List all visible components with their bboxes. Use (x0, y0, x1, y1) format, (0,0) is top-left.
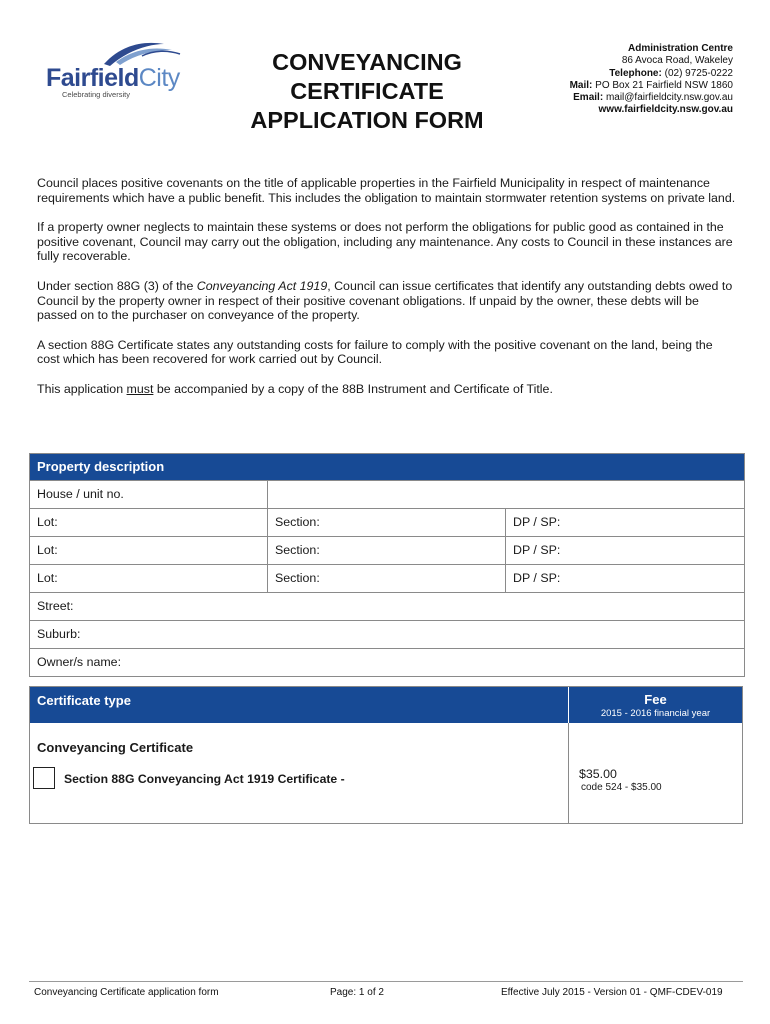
logo-tagline: Celebrating diversity (62, 90, 130, 99)
lot-field-1[interactable]: Lot: (30, 509, 268, 536)
form-title: CONVEYANCING CERTIFICATE APPLICATION FORM (250, 49, 484, 133)
lot-row-1 (30, 508, 744, 536)
lot-field-2[interactable]: Lot: (30, 537, 268, 564)
lot-row-3 (30, 564, 744, 592)
intro-text (37, 176, 737, 412)
property-description-heading: Property description (30, 454, 744, 480)
contact-website: www.fairfieldcity.nsw.gov.au (598, 104, 733, 116)
property-description-table (29, 453, 745, 677)
house-unit-label: House / unit no. (30, 481, 268, 508)
suburb-row (30, 620, 744, 648)
dp-sp-field-3[interactable]: DP / SP: (513, 571, 561, 585)
intro-paragraph-2: If a property owner neglects to maintain these systems or does not perform the obligations for public good as contained in the positive covenant, Council may carry out the obligation, including any maintenance. Any costs to Council in these instances are fully recoverable. (37, 220, 733, 264)
house-unit-row (30, 480, 744, 508)
intro-paragraph-5: This application must be accompanied by a copy of the 88B Instrument and Certificate of Title. (37, 381, 553, 396)
contact-telephone: (02) 9725-0222 (664, 67, 733, 79)
footer-form-name: Conveyancing Certificate application form (34, 987, 219, 998)
intro-paragraph-1: Council places positive covenants on the title of applicable properties in the Fairfield Municipality in respect of maintenance requirements which have a public benefit. This includes the obligation to maintain stormwater retention systems on private land. (37, 176, 736, 205)
section-88g-checkbox[interactable] (33, 767, 55, 789)
logo-wordmark: FairfieldCity (46, 64, 180, 92)
street-field[interactable]: Street: (37, 599, 74, 613)
lot-row-2 (30, 536, 744, 564)
contact-centre: Administration Centre (627, 43, 733, 54)
footer-version: Effective July 2015 - Version 01 - QMF-CDEV-019 (501, 987, 723, 998)
owner-row (30, 648, 744, 676)
dp-sp-field-1[interactable]: DP / SP: (513, 515, 561, 529)
fairfield-city-logo (40, 38, 190, 100)
certificate-fee-code: code 524 - $35.00 (581, 782, 662, 793)
contact-block: Administration Centre 86 Avoca Road, Wakeley Telephone: (02) 9725-0222 Mail: PO Box 21 Fairfield NSW 1860 Email: mail@fairfieldcity.nsw.gov.au www.fairfieldcity.nsw.gov.au (569, 43, 733, 116)
certificate-type-header (30, 687, 742, 723)
dp-sp-field-2[interactable]: DP / SP: (513, 543, 561, 557)
contact-mail: PO Box 21 Fairfield NSW 1860 (595, 79, 733, 91)
contact-email: mail@fairfieldcity.nsw.gov.au (605, 92, 733, 104)
lot-field-3[interactable]: Lot: (30, 565, 268, 592)
certificate-name: Conveyancing Certificate (37, 740, 194, 755)
section-field-1[interactable]: Section: (268, 509, 506, 536)
certificate-price: $35.00 (579, 767, 617, 781)
suburb-field[interactable]: Suburb: (37, 627, 81, 641)
certificate-type-heading: Certificate type (30, 687, 569, 723)
certificate-type-body (30, 723, 742, 823)
footer-page-number: Page: 1 of 2 (330, 987, 384, 998)
fee-financial-year: 2015 - 2016 financial year (600, 708, 711, 719)
intro-paragraph-4: A section 88G Certificate states any outstanding costs for failure to comply with the positive covenant on the land, being the cost which has been recovered for work carried out by Council. (37, 337, 713, 367)
intro-paragraph-3: Under section 88G (3) of the Conveyancing Act 1919, Council can issue certificates that identify any outstanding debts owed to Council by the property owner in respect of their positive covenant obligations. If unpaid by the owner, these debts will be passed on to the purchaser on conveyance of the property. (37, 278, 733, 323)
fee-heading-cell (569, 687, 742, 723)
section-field-3[interactable]: Section: (268, 565, 506, 592)
footer-divider (29, 981, 743, 982)
section-field-2[interactable]: Section: (268, 537, 506, 564)
house-unit-field[interactable] (268, 481, 744, 508)
street-row (30, 592, 744, 620)
owner-name-field[interactable]: Owner/s name: (37, 655, 122, 669)
fee-heading: Fee (644, 692, 667, 707)
certificate-type-table (29, 686, 743, 824)
section-88g-label: Section 88G Conveyancing Act 1919 Certificate - (64, 772, 345, 786)
contact-address: 86 Avoca Road, Wakeley (621, 55, 733, 67)
